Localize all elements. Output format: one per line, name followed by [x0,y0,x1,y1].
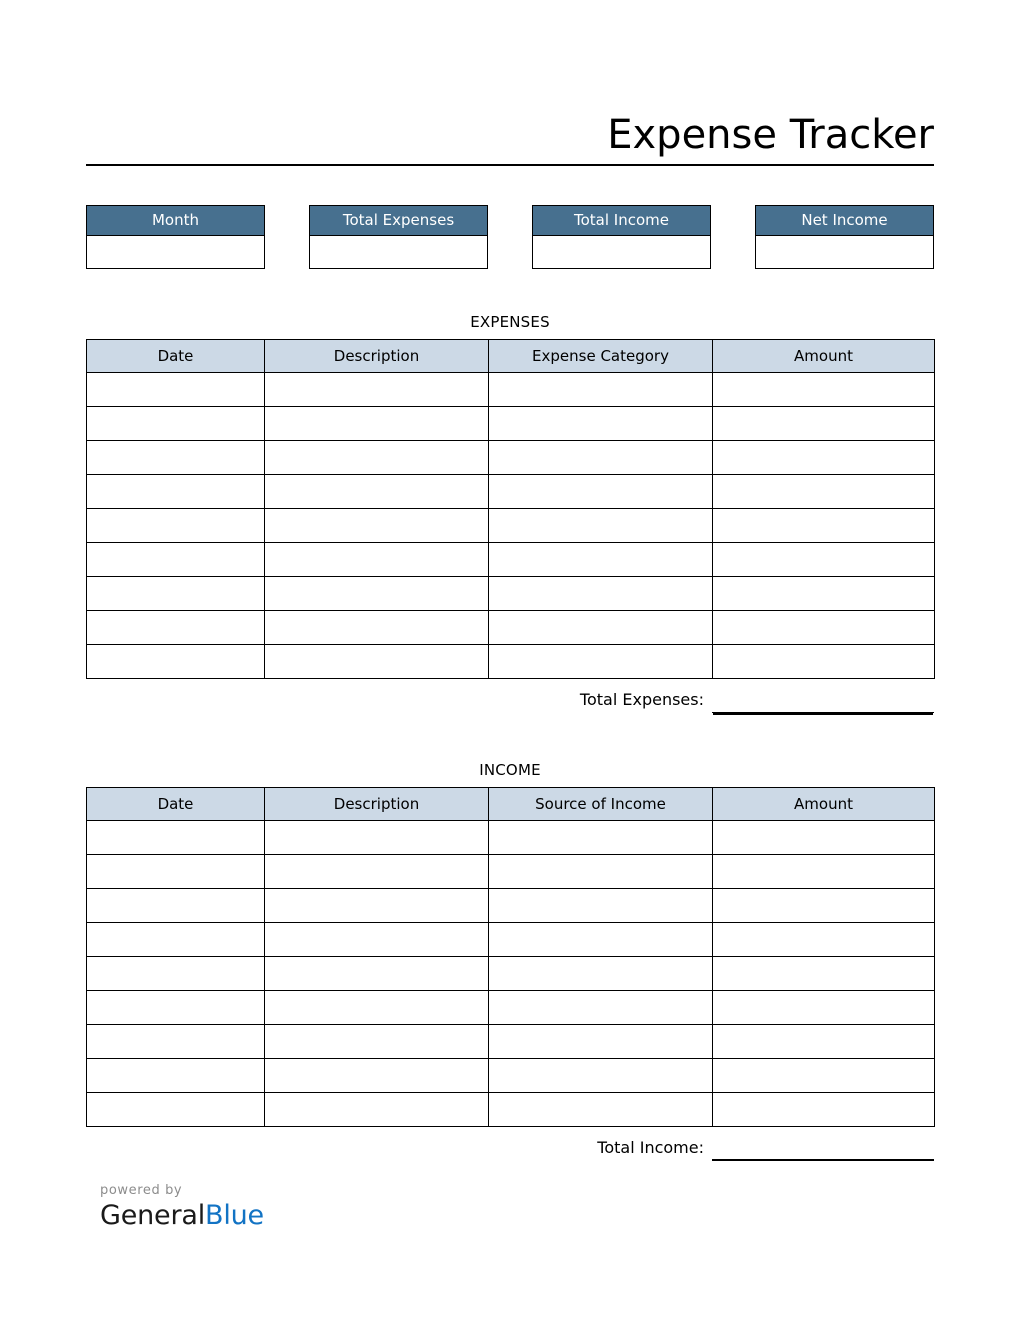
expenses-cell-category[interactable] [489,543,713,577]
income-total-row [86,1137,934,1161]
expenses-cell-amount[interactable] [713,543,935,577]
income-col-date: Date [87,788,265,821]
income-cell-date[interactable] [87,1059,265,1093]
table-row [87,855,935,889]
expenses-total-row [86,689,934,713]
expenses-cell-amount[interactable] [713,475,935,509]
expenses-cell-category[interactable] [489,509,713,543]
income-cell-amount[interactable] [713,1025,935,1059]
income-col-description: Description [265,788,489,821]
table-row [87,373,935,407]
page-title: Expense Tracker [607,112,934,158]
table-row [87,645,935,679]
expenses-col-date: Date [87,340,265,373]
income-cell-amount[interactable] [713,889,935,923]
expenses-section-caption: EXPENSES [470,313,550,331]
income-cell-source[interactable] [489,821,713,855]
income-cell-description[interactable] [265,855,489,889]
income-cell-source[interactable] [489,1025,713,1059]
expenses-cell-category[interactable] [489,645,713,679]
expenses-cell-description[interactable] [265,645,489,679]
expenses-table-body [87,373,935,679]
income-cell-description[interactable] [265,1059,489,1093]
summary-label-total-expenses: Total Expenses [310,206,487,236]
expenses-cell-amount[interactable] [713,611,935,645]
expenses-cell-description[interactable] [265,509,489,543]
expenses-col-description: Description [265,340,489,373]
income-cell-amount[interactable] [713,855,935,889]
income-section-caption: INCOME [479,761,541,779]
income-cell-date[interactable] [87,957,265,991]
expenses-cell-amount[interactable] [713,577,935,611]
income-cell-source[interactable] [489,889,713,923]
expenses-cell-category[interactable] [489,373,713,407]
table-row [87,407,935,441]
table-row [87,1093,935,1127]
brand-name-blue: Blue [205,1200,264,1231]
expenses-cell-date[interactable] [87,543,265,577]
income-cell-description[interactable] [265,957,489,991]
income-cell-amount[interactable] [713,1059,935,1093]
expenses-cell-date[interactable] [87,441,265,475]
expenses-cell-description[interactable] [265,475,489,509]
income-cell-description[interactable] [265,923,489,957]
income-table-body [87,821,935,1127]
expenses-cell-date[interactable] [87,645,265,679]
expenses-cell-description[interactable] [265,543,489,577]
income-cell-description[interactable] [265,821,489,855]
income-cell-source[interactable] [489,1093,713,1127]
expenses-col-amount: Amount [713,340,935,373]
summary-value-total-expenses[interactable] [310,236,487,268]
income-table [86,787,935,1127]
income-cell-amount[interactable] [713,991,935,1025]
income-cell-date[interactable] [87,923,265,957]
income-cell-description[interactable] [265,889,489,923]
table-row [87,1059,935,1093]
income-cell-source[interactable] [489,923,713,957]
title-divider [86,164,934,166]
summary-label-total-income: Total Income [533,206,710,236]
summary-value-month[interactable] [87,236,264,268]
expenses-cell-date[interactable] [87,475,265,509]
expenses-col-category: Expense Category [489,340,713,373]
income-cell-date[interactable] [87,1025,265,1059]
income-cell-source[interactable] [489,991,713,1025]
income-cell-amount[interactable] [713,923,935,957]
generalblue-logo [100,1200,264,1232]
table-row [87,543,935,577]
income-total-label: Total Income: [597,1138,704,1157]
expenses-cell-date[interactable] [87,407,265,441]
expenses-table [86,339,935,679]
summary-label-net-income: Net Income [756,206,933,236]
expenses-cell-amount[interactable] [713,407,935,441]
table-row [87,957,935,991]
brand-name-general: General [100,1200,206,1231]
income-cell-description[interactable] [265,991,489,1025]
expenses-cell-amount[interactable] [713,509,935,543]
expenses-total-label: Total Expenses: [579,690,704,709]
summary-boxes [86,205,934,269]
summary-box-total-expenses [309,205,488,269]
table-row [87,821,935,855]
expenses-cell-date[interactable] [87,577,265,611]
footer-logo [100,1183,264,1232]
expenses-cell-category[interactable] [489,475,713,509]
income-header-row [87,788,935,821]
expenses-cell-description[interactable] [265,577,489,611]
title-block [86,110,934,166]
expenses-cell-description[interactable] [265,611,489,645]
summary-box-net-income [755,205,934,269]
expenses-cell-amount[interactable] [713,373,935,407]
table-row [87,611,935,645]
powered-by-label: powered by [100,1183,183,1198]
income-cell-source[interactable] [489,957,713,991]
income-cell-description[interactable] [265,1025,489,1059]
table-row [87,475,935,509]
income-cell-date[interactable] [87,1093,265,1127]
summary-box-total-income [532,205,711,269]
summary-value-total-income[interactable] [533,236,710,268]
income-cell-amount[interactable] [713,1093,935,1127]
table-row [87,441,935,475]
summary-value-net-income[interactable] [756,236,933,268]
income-cell-date[interactable] [87,889,265,923]
income-col-source: Source of Income [489,788,713,821]
income-cell-date[interactable] [87,855,265,889]
income-cell-description[interactable] [265,1093,489,1127]
expenses-cell-category[interactable] [489,577,713,611]
expenses-total-value[interactable] [712,689,934,713]
income-col-amount: Amount [713,788,935,821]
summary-box-month [86,205,265,269]
expenses-cell-category[interactable] [489,441,713,475]
expenses-cell-date[interactable] [87,611,265,645]
expenses-cell-category[interactable] [489,407,713,441]
expenses-header-row [87,340,935,373]
income-total-value[interactable] [712,1137,934,1161]
table-row [87,509,935,543]
expenses-cell-amount[interactable] [713,645,935,679]
expenses-cell-category[interactable] [489,611,713,645]
table-row [87,577,935,611]
income-cell-date[interactable] [87,991,265,1025]
table-row [87,991,935,1025]
table-row [87,889,935,923]
income-cell-date[interactable] [87,821,265,855]
expenses-cell-description[interactable] [265,441,489,475]
income-cell-amount[interactable] [713,957,935,991]
summary-label-month: Month [87,206,264,236]
income-cell-source[interactable] [489,1059,713,1093]
expenses-cell-date[interactable] [87,509,265,543]
expenses-cell-amount[interactable] [713,441,935,475]
income-cell-amount[interactable] [713,821,935,855]
expenses-cell-date[interactable] [87,373,265,407]
table-row [87,1025,935,1059]
expenses-cell-description[interactable] [265,373,489,407]
expenses-cell-description[interactable] [265,407,489,441]
table-row [87,923,935,957]
income-cell-source[interactable] [489,855,713,889]
